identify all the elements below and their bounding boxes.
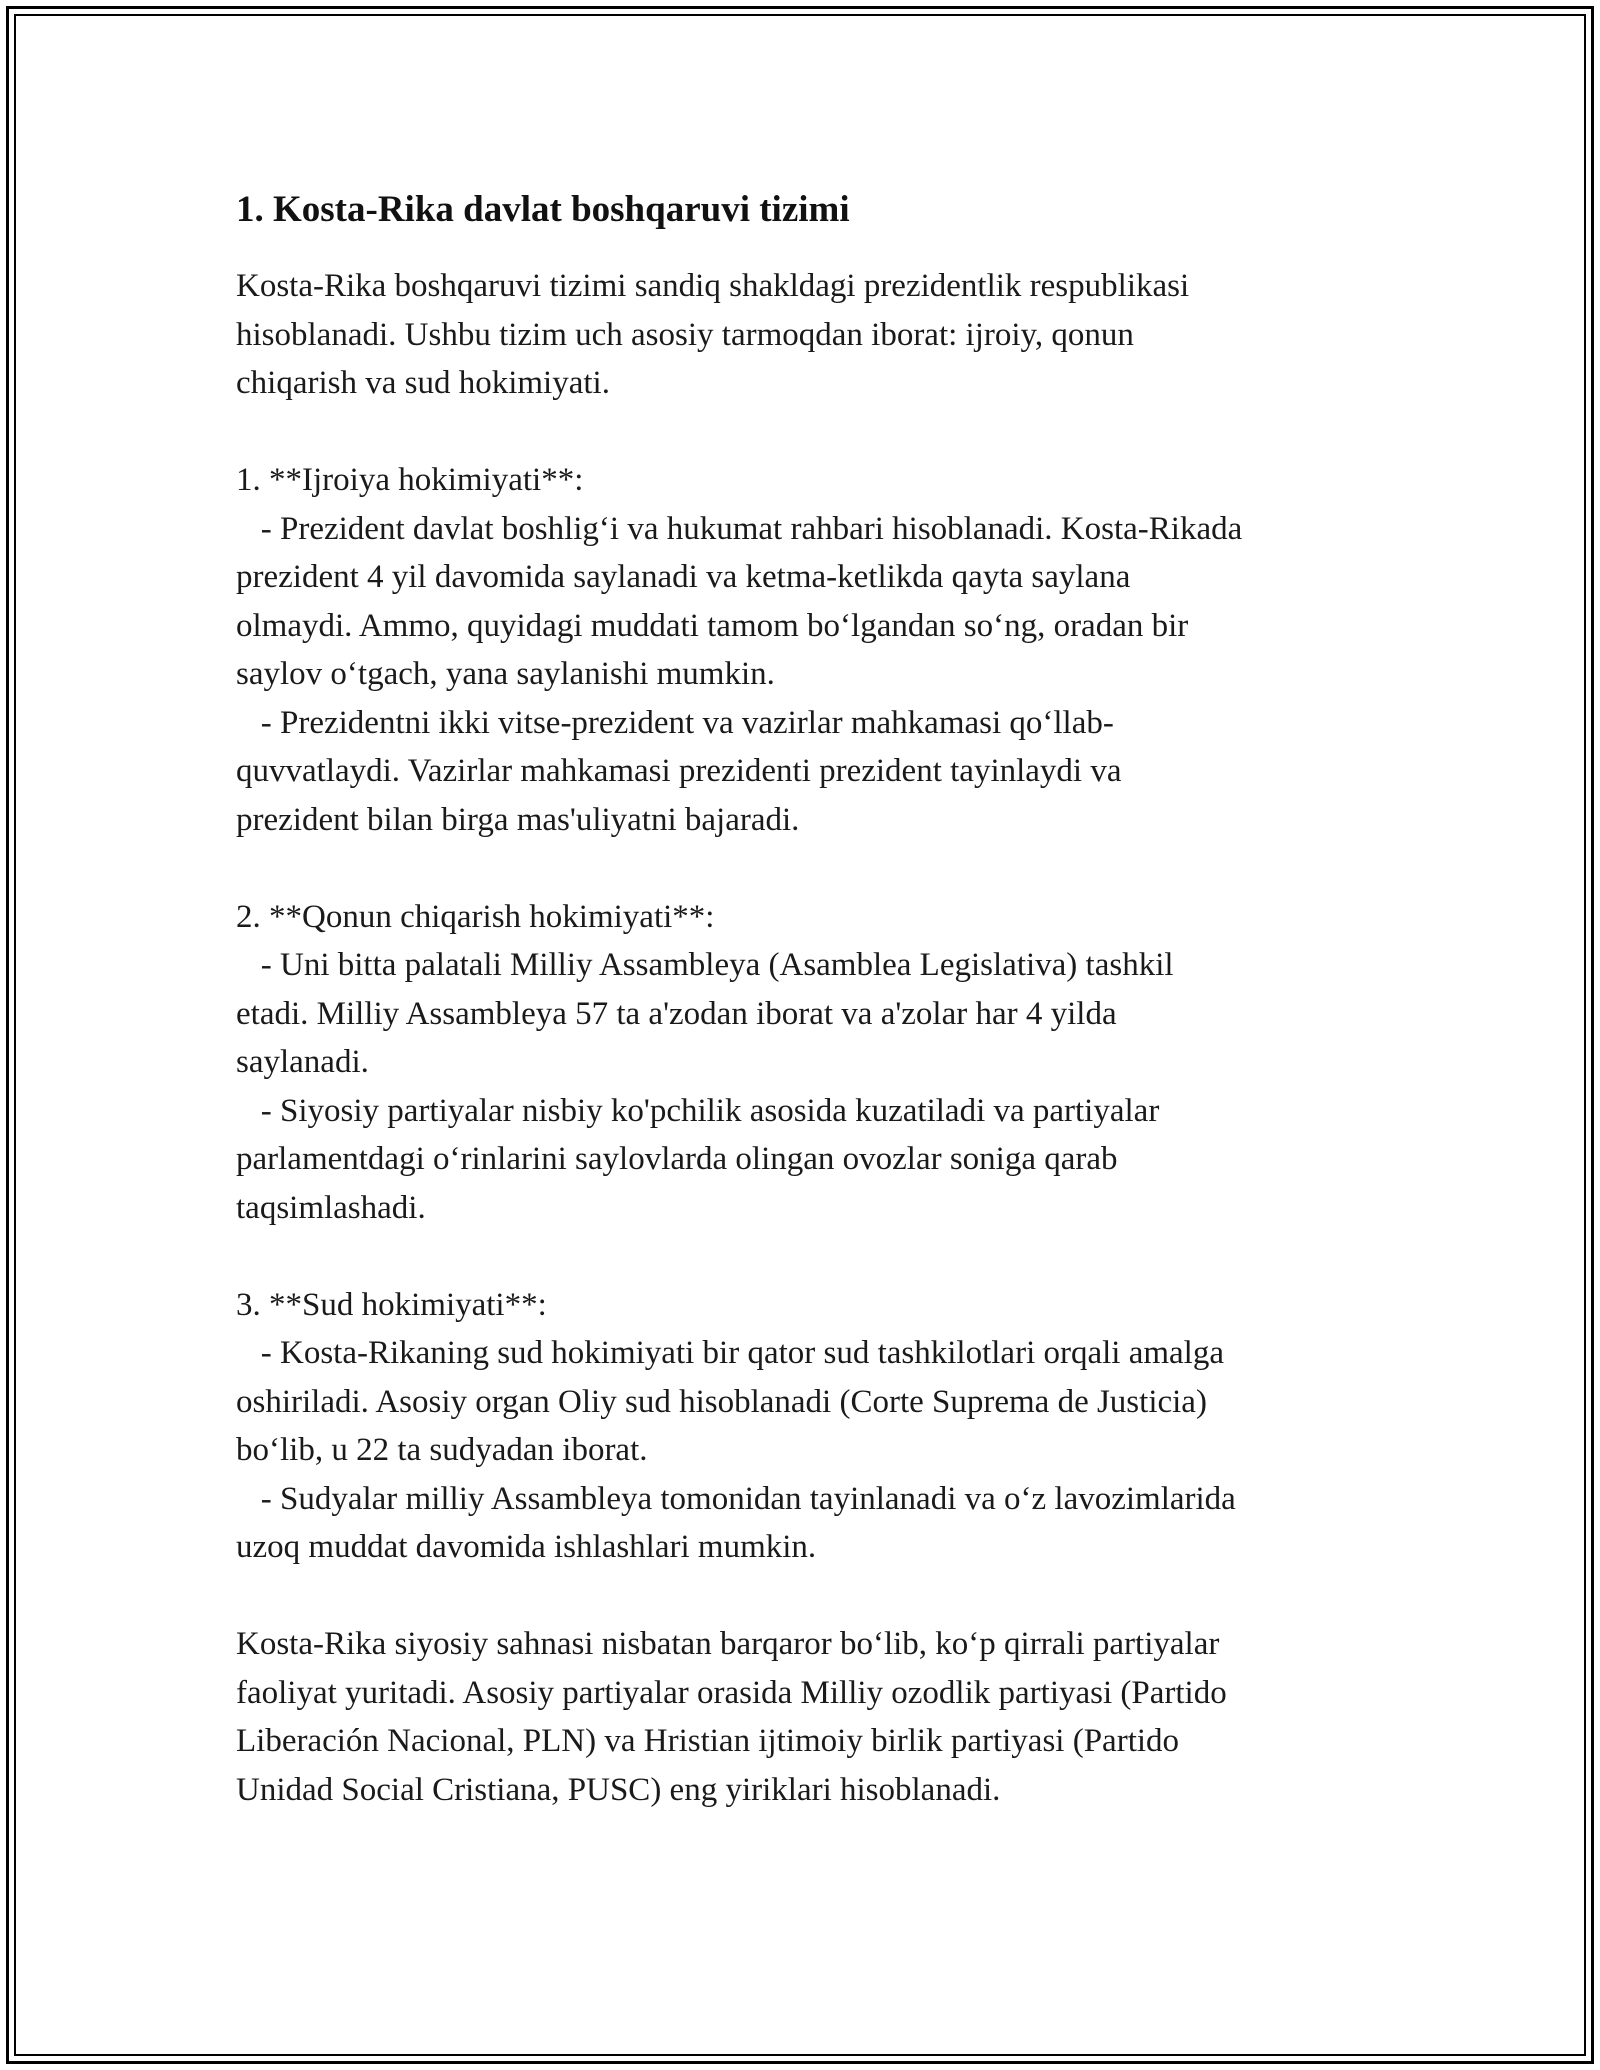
document-content xyxy=(236,186,1366,1814)
document-title: 1. Kosta-Rika davlat boshqaruvi tizimi xyxy=(236,189,850,230)
document-body: Kosta-Rika boshqaruvi tizimi sandiq shakldagi prezidentlik respublikasi hisoblanadi. Ushbu tizim uch asosiy tarmoqdan iborat: ijroiy, qonun chiqarish va sud hokimiyati. 1. **Ijroiya hokimiyati**: - Prezident davlat boshlig‘i va hukumat rahbari hisoblanadi. Kosta-Rikada prezident 4 yil davomida saylanadi va ketma-ketlikda qayta saylana olmaydi. Ammo, quyidagi muddati tamom bo‘lgandan so‘ng, oradan bir saylov o‘tgach, yana saylanishi mumkin. - Prezidentni ikki vitse-prezident va vazirlar mahkamasi qo‘llab- quvvatlaydi. Vazirlar mahkamasi prezidenti prezident tayinlaydi va prezident bilan birga mas'uliyatni bajaradi. 2. **Qonun chiqarish hokimiyati**: - Uni bitta palatali Milliy Assambleya (Asamblea Legislativa) tashkil etadi. Milliy Assambleya 57 ta a'zodan iborat va a'zolar har 4 yilda saylanadi. - Siyosiy partiyalar nisbiy ko'pchilik asosida kuzatiladi va partiyalar parlamentdagi o‘rinlarini saylovlarda olingan ovozlar soniga qarab taqsimlashadi. 3. **Sud hokimiyati**: - Kosta-Rikaning sud hokimiyati bir qator sud tashkilotlari orqali amalga oshiriladi. Asosiy organ Oliy sud hisoblanadi (Corte Suprema de Justicia) bo‘lib, u 22 ta sudyadan iborat. - Sudyalar milliy Assambleya tomonidan tayinlanadi va o‘z lavozimlarida uzoq muddat davomida ishlashlari mumkin. Kosta-Rika siyosiy sahnasi nisbatan barqaror bo‘lib, ko‘p qirrali partiyalar faoliyat yuritadi. Asosiy partiyalar orasida Milliy ozodlik partiyasi (Partido Liberación Nacional, PLN) va Hristian ijtimoiy birlik partiyasi (Partido Unidad Social Cristiana, PUSC) eng yiriklari hisoblanadi. xyxy=(236,268,1243,1808)
